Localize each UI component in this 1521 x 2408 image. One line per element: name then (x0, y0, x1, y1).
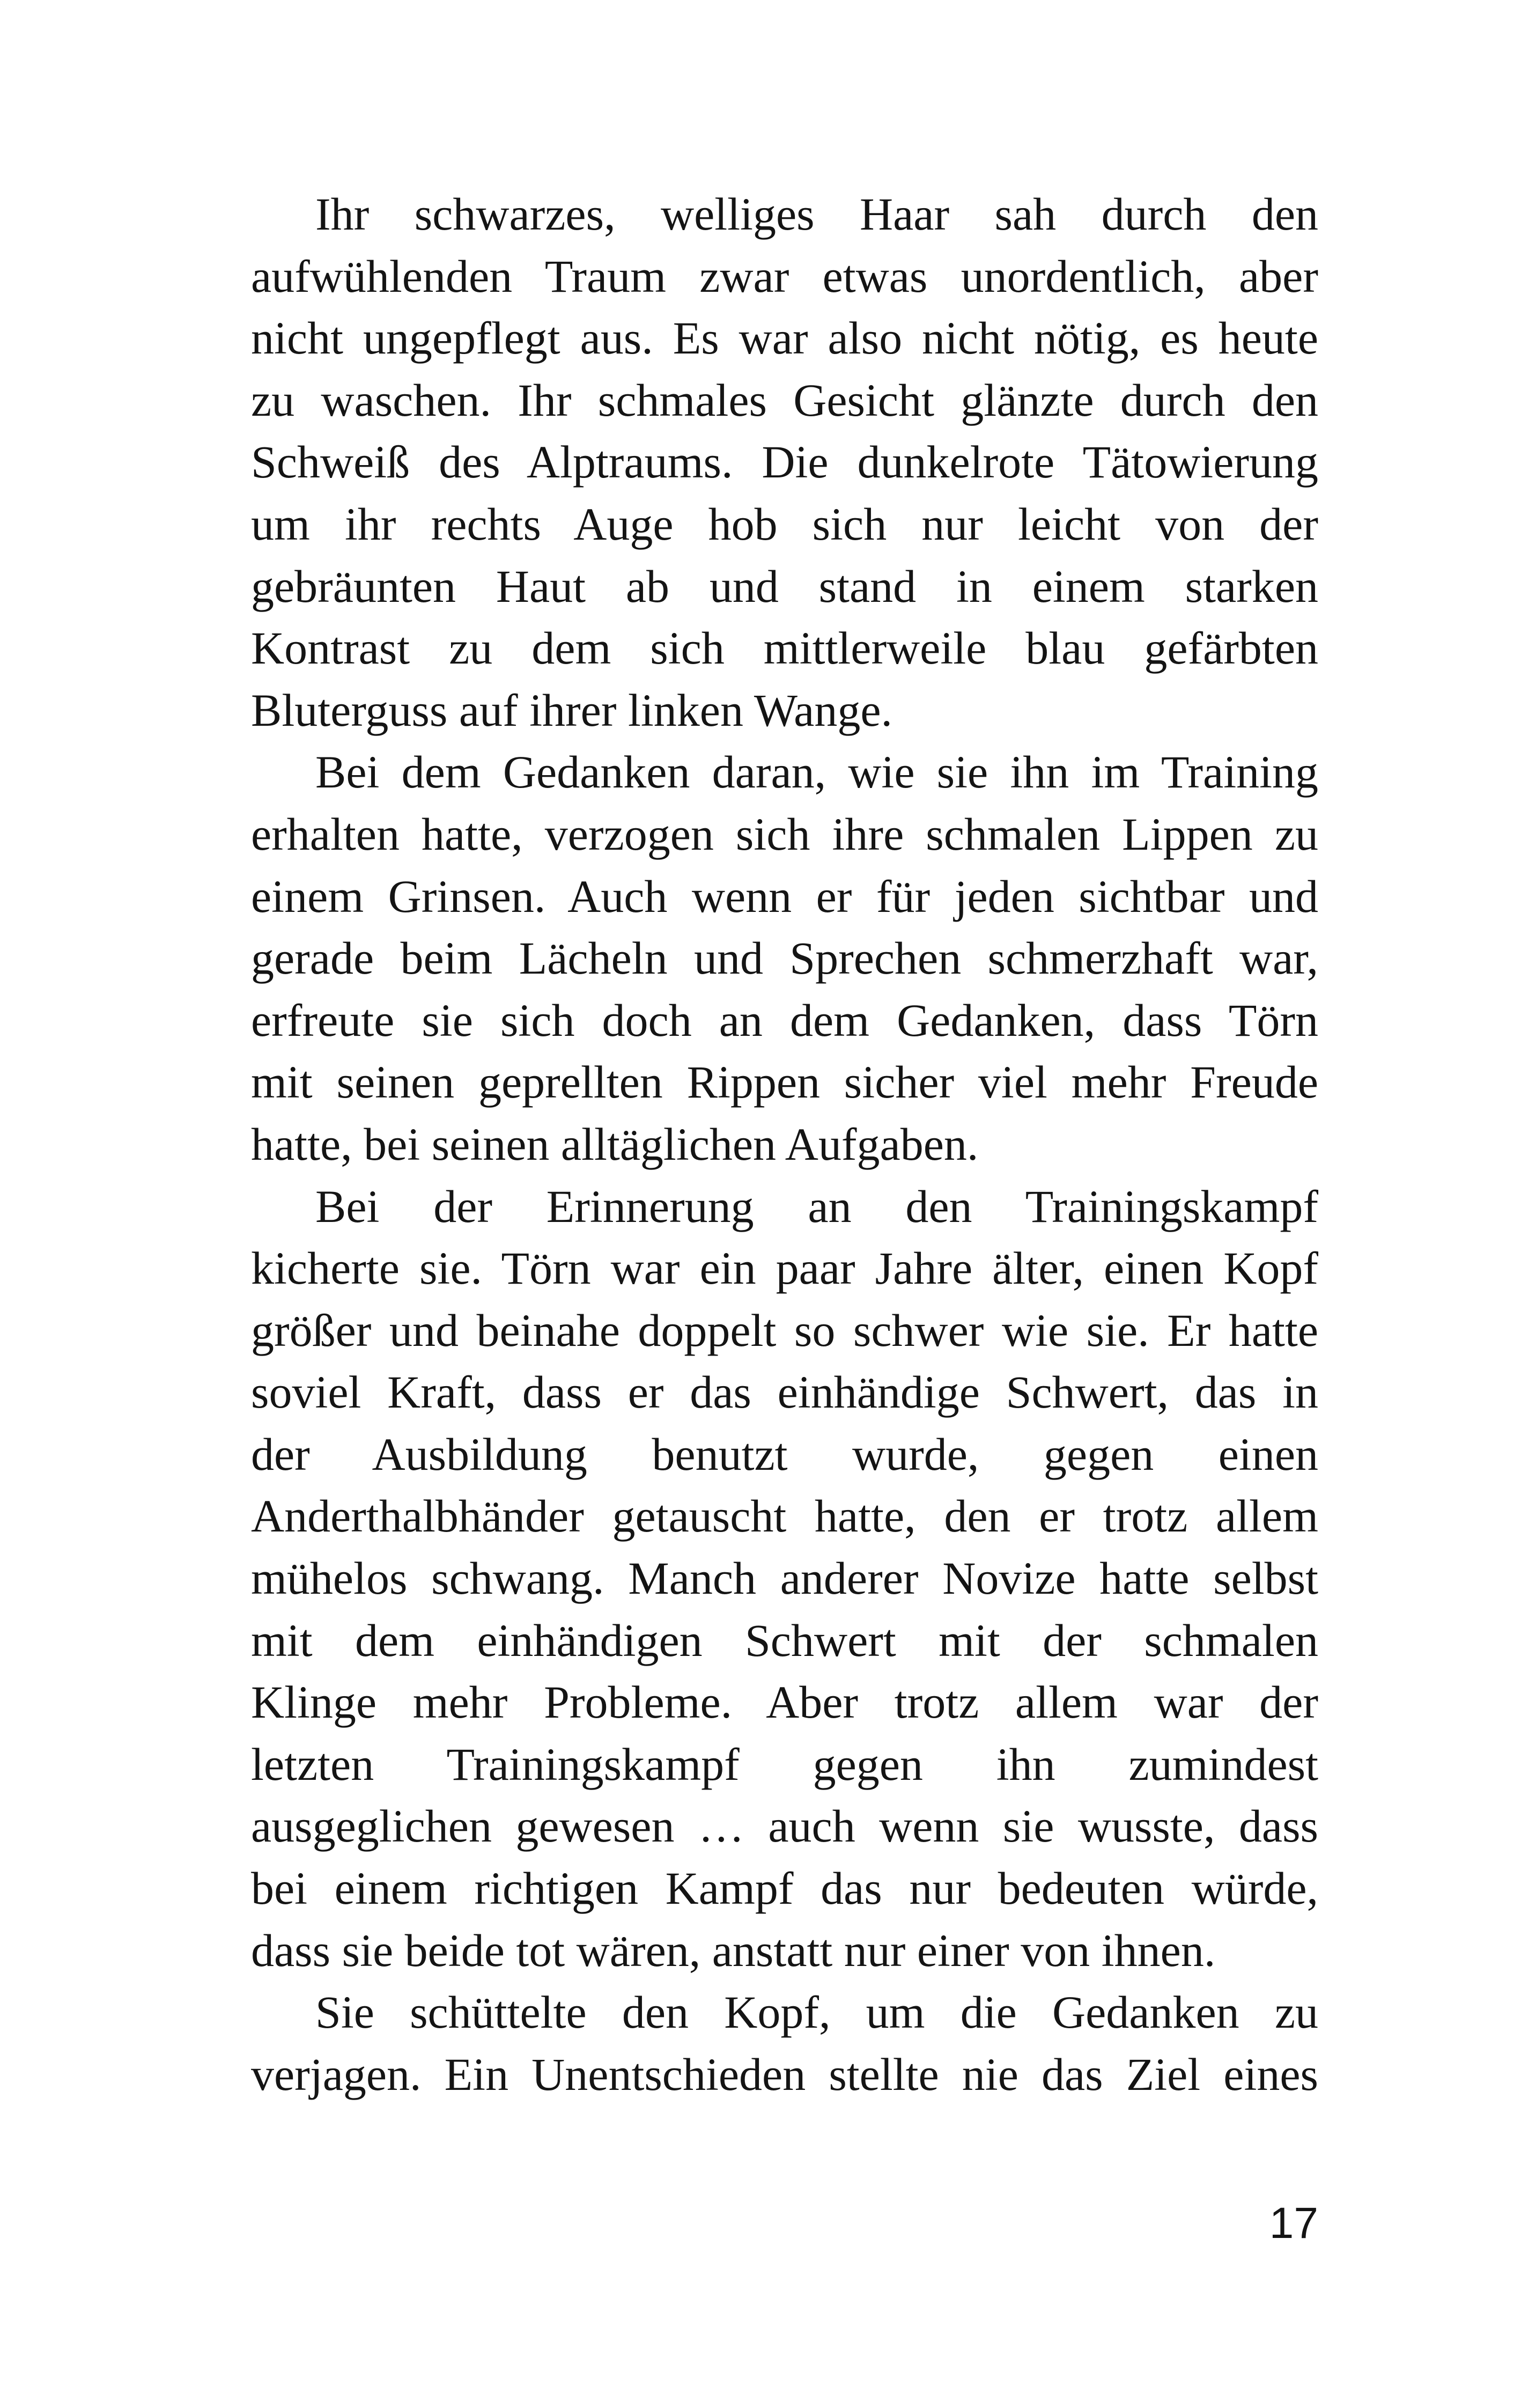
text-line: aufwühlenden Traum zwar etwas unordentlich, aber (251, 250, 1318, 302)
text-line: Kontrast zu dem sich mittlerweile blau gefärbten (251, 622, 1318, 674)
text-line: gebräunten Haut ab und stand in einem starken (251, 560, 1318, 612)
text-line: bei einem richtigen Kampf das nur bedeuten würde, (251, 1862, 1318, 1914)
text-line: Sie schüttelte den Kopf, um die Gedanken zu (315, 1986, 1318, 2038)
text-line: erfreute sie sich doch an dem Gedanken, dass Törn (251, 994, 1318, 1046)
text-line: gerade beim Lächeln und Sprechen schmerzhaft war, (251, 932, 1318, 984)
text-line: Bei der Erinnerung an den Trainingskampf (315, 1180, 1318, 1232)
text-line: verjagen. Ein Unentschieden stellte nie das Ziel eines (251, 2048, 1318, 2100)
text-line: mit dem einhändigen Schwert mit der schmalen (251, 1614, 1318, 1666)
text-line: hatte, bei seinen alltäglichen Aufgaben. (251, 1118, 979, 1170)
paragraph (251, 741, 1318, 1175)
body-text (251, 183, 1318, 2105)
text-line: einem Grinsen. Auch wenn er für jeden sichtbar und (251, 870, 1318, 922)
paragraph (251, 1982, 1318, 2105)
text-line: Schweiß des Alptraums. Die dunkelrote Tätowierung (251, 436, 1318, 488)
paragraph (251, 183, 1318, 741)
text-line: Klinge mehr Probleme. Aber trotz allem war der (251, 1676, 1318, 1728)
text-line: Bei dem Gedanken daran, wie sie ihn im Training (315, 746, 1318, 798)
text-line: Bluterguss auf ihrer linken Wange. (251, 684, 893, 736)
paragraph (251, 1176, 1318, 1982)
text-line: ausgeglichen gewesen … auch wenn sie wusste, dass (251, 1800, 1318, 1852)
text-line: erhalten hatte, verzogen sich ihre schmalen Lippen zu (251, 808, 1318, 860)
text-line: nicht ungepflegt aus. Es war also nicht nötig, es heute (251, 312, 1318, 364)
text-line: Ihr schwarzes, welliges Haar sah durch den (315, 188, 1318, 240)
page-number: 17 (1269, 2199, 1318, 2248)
text-line: um ihr rechts Auge hob sich nur leicht von der (251, 498, 1318, 550)
text-line: soviel Kraft, dass er das einhändige Schwert, das in (251, 1366, 1318, 1418)
text-line: Anderthalbhänder getauscht hatte, den er trotz allem (251, 1490, 1318, 1542)
text-line: zu waschen. Ihr schmales Gesicht glänzte durch den (251, 374, 1318, 426)
text-line: der Ausbildung benutzt wurde, gegen einen (251, 1428, 1318, 1480)
text-line: dass sie beide tot wären, anstatt nur einer von ihnen. (251, 1924, 1216, 1976)
text-line: letzten Trainingskampf gegen ihn zumindest (251, 1738, 1318, 1790)
text-line: kicherte sie. Törn war ein paar Jahre älter, einen Kopf (251, 1242, 1318, 1294)
text-line: mühelos schwang. Manch anderer Novize hatte selbst (251, 1552, 1318, 1604)
text-line: mit seinen geprellten Rippen sicher viel mehr Freude (251, 1056, 1318, 1108)
text-line: größer und beinahe doppelt so schwer wie sie. Er hatte (251, 1304, 1318, 1356)
